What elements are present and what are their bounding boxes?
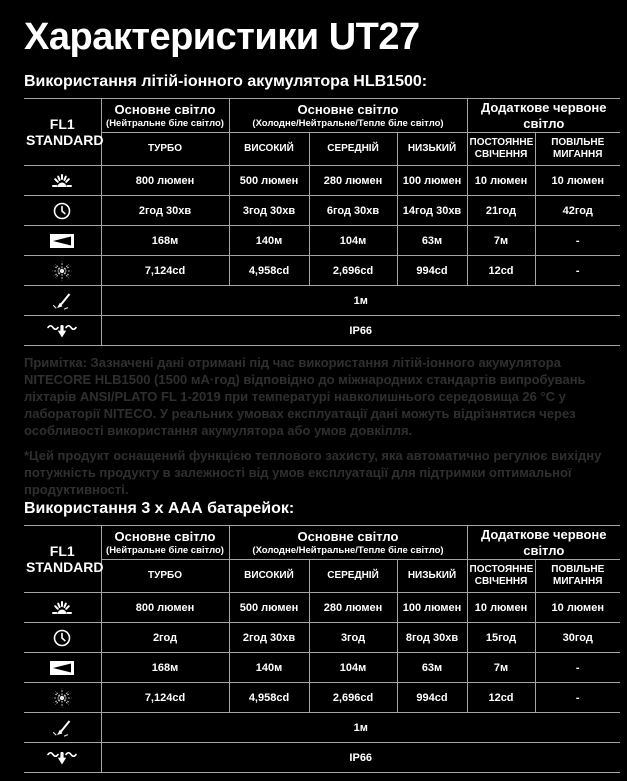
spec-table-aaa xyxy=(24,525,620,773)
row-runtime xyxy=(24,196,620,226)
cell-intensity-low: 994cd xyxy=(397,256,467,286)
peak-beam-intensity-icon xyxy=(24,256,101,286)
cell-intensity-high: 4,958cd xyxy=(229,256,309,286)
cell-lumens-mid: 280 люмен xyxy=(309,166,397,196)
mode-header-low: НИЗЬКИЙ xyxy=(397,133,467,166)
group-subtitle: (Холодне/Нейтральне/Тепле біле світло) xyxy=(252,544,444,556)
row-beam-distance xyxy=(24,653,620,683)
cell-distance-constant: 7м xyxy=(467,653,535,683)
cell-runtime-slow-blink: 42год xyxy=(535,196,620,226)
group-subtitle: (Нейтральне біле світло) xyxy=(106,544,224,556)
fl1-standard-header: FL1 STANDARD xyxy=(24,526,101,593)
mode-header-constant: ПОСТОЯННЕ СВІЧЕННЯ xyxy=(467,560,535,593)
impact-resistance-icon xyxy=(24,713,101,743)
section-heading-hlb1500: Використання літій-іонного акумулятора HLB1500: xyxy=(24,73,428,90)
group-title: Додаткове червоне світло xyxy=(480,527,607,558)
cell-impact-value: 1м xyxy=(101,713,620,743)
group-header-main-multi xyxy=(229,526,467,560)
cell-runtime-high: 3год 30хв xyxy=(229,196,309,226)
cell-intensity-mid: 2,696cd xyxy=(309,683,397,713)
cell-distance-turbo: 168м xyxy=(101,653,229,683)
mode-header-turbo: ТУРБО xyxy=(101,133,229,166)
cell-lumens-constant: 10 люмен xyxy=(467,593,535,623)
spec-table-hlb1500 xyxy=(24,98,620,346)
cell-distance-slow-blink: - xyxy=(535,653,620,683)
row-intensity xyxy=(24,683,620,713)
peak-beam-intensity-icon xyxy=(24,683,101,713)
row-beam-distance xyxy=(24,226,620,256)
group-title: Додаткове червоне світло xyxy=(480,100,607,131)
group-header-main-multi xyxy=(229,99,467,133)
waterproof-icon xyxy=(24,316,101,346)
group-subtitle: (Холодне/Нейтральне/Тепле біле світло) xyxy=(252,117,444,129)
mode-header-high: ВИСОКИЙ xyxy=(229,560,309,593)
section-heading-aaa: Використання 3 х ААА батарейок: xyxy=(24,500,295,518)
cell-runtime-high: 2год 30хв xyxy=(229,623,309,653)
cell-lumens-high: 500 люмен xyxy=(229,593,309,623)
cell-waterproof-value: IP66 xyxy=(101,316,620,346)
cell-runtime-constant: 15год xyxy=(467,623,535,653)
cell-distance-turbo: 168м xyxy=(101,226,229,256)
cell-intensity-turbo: 7,124cd xyxy=(101,256,229,286)
cell-lumens-slow-blink: 10 люмен xyxy=(535,593,620,623)
cell-lumens-turbo: 800 люмен xyxy=(101,593,229,623)
cell-runtime-turbo: 2год xyxy=(101,623,229,653)
beam-distance-icon xyxy=(24,226,101,256)
cell-runtime-mid: 6год 30хв xyxy=(309,196,397,226)
cell-intensity-constant: 12cd xyxy=(467,256,535,286)
row-lumens xyxy=(24,166,620,196)
brightness-icon xyxy=(24,593,101,623)
mode-header-mid: СЕРЕДНІЙ xyxy=(309,560,397,593)
cell-intensity-high: 4,958cd xyxy=(229,683,309,713)
mode-header-low: НИЗЬКИЙ xyxy=(397,560,467,593)
mode-header-turbo: ТУРБО xyxy=(101,560,229,593)
group-title: Основне світло xyxy=(114,529,216,545)
mode-header-slow-blink: ПОВІЛЬНЕ МИГАННЯ xyxy=(535,560,620,593)
row-impact-resistance xyxy=(24,713,620,743)
cell-lumens-turbo: 800 люмен xyxy=(101,166,229,196)
note-thermal-protection: *Цей продукт оснащений функцією теплового захисту, яка автоматично регулює вихідну потужність продукту в залежності від умов експлуатації для підтримки оптимальної продуктивності. xyxy=(24,448,602,498)
cell-distance-constant: 7м xyxy=(467,226,535,256)
note-test-conditions: Примітка: Зазначені дані отримані під час використання літій-іонного акумулятора NITECORE HLB1500 (1500 мА·год) відповідно до міжнародних стандартів випробувань ліхтарів ANSI/PLATO FL 1-2019 при температурі навколишнього середовища 26 °C у лабораторії NITECO. У реальних умовах експлуатації дані можуть відрізнятися через особливості використання акумулятора або умов довкілля. xyxy=(24,355,586,439)
group-header-red-light xyxy=(467,526,620,560)
row-lumens xyxy=(24,593,620,623)
cell-intensity-slow-blink: - xyxy=(535,256,620,286)
group-title: Основне світло xyxy=(297,102,399,118)
row-impact-resistance xyxy=(24,286,620,316)
group-title: Основне світло xyxy=(297,529,399,545)
group-title: Основне світло xyxy=(114,102,216,118)
cell-intensity-slow-blink: - xyxy=(535,683,620,713)
cell-runtime-slow-blink: 30год xyxy=(535,623,620,653)
brightness-icon xyxy=(24,166,101,196)
cell-intensity-constant: 12cd xyxy=(467,683,535,713)
cell-intensity-mid: 2,696cd xyxy=(309,256,397,286)
cell-lumens-low: 100 люмен xyxy=(397,593,467,623)
mode-header-slow-blink: ПОВІЛЬНЕ МИГАННЯ xyxy=(535,133,620,166)
row-intensity xyxy=(24,256,620,286)
mode-header-high: ВИСОКИЙ xyxy=(229,133,309,166)
cell-runtime-constant: 21год xyxy=(467,196,535,226)
cell-distance-low: 63м xyxy=(397,653,467,683)
page-title: Характеристики UT27 xyxy=(24,16,420,58)
cell-distance-high: 140м xyxy=(229,653,309,683)
mode-header-constant: ПОСТОЯННЕ СВІЧЕННЯ xyxy=(467,133,535,166)
cell-intensity-low: 994cd xyxy=(397,683,467,713)
cell-intensity-turbo: 7,124cd xyxy=(101,683,229,713)
beam-distance-icon xyxy=(24,653,101,683)
cell-lumens-high: 500 люмен xyxy=(229,166,309,196)
impact-resistance-icon xyxy=(24,286,101,316)
cell-runtime-low: 8год 30хв xyxy=(397,623,467,653)
waterproof-icon xyxy=(24,743,101,773)
group-subtitle: (Нейтральне біле світло) xyxy=(106,117,224,129)
mode-header-mid: СЕРЕДНІЙ xyxy=(309,133,397,166)
cell-lumens-slow-blink: 10 люмен xyxy=(535,166,620,196)
row-waterproof xyxy=(24,316,620,346)
cell-distance-mid: 104м xyxy=(309,226,397,256)
runtime-clock-icon xyxy=(24,196,101,226)
cell-runtime-low: 14год 30хв xyxy=(397,196,467,226)
cell-impact-value: 1м xyxy=(101,286,620,316)
group-header-main-neutral xyxy=(101,526,229,560)
fl1-standard-header: FL1 STANDARD xyxy=(24,99,101,166)
cell-runtime-mid: 3год xyxy=(309,623,397,653)
row-runtime xyxy=(24,623,620,653)
cell-lumens-mid: 280 люмен xyxy=(309,593,397,623)
cell-distance-high: 140м xyxy=(229,226,309,256)
cell-distance-slow-blink: - xyxy=(535,226,620,256)
cell-runtime-turbo: 2год 30хв xyxy=(101,196,229,226)
runtime-clock-icon xyxy=(24,623,101,653)
group-header-main-neutral xyxy=(101,99,229,133)
cell-distance-low: 63м xyxy=(397,226,467,256)
group-header-red-light xyxy=(467,99,620,133)
row-waterproof xyxy=(24,743,620,773)
cell-lumens-constant: 10 люмен xyxy=(467,166,535,196)
cell-waterproof-value: IP66 xyxy=(101,743,620,773)
cell-distance-mid: 104м xyxy=(309,653,397,683)
cell-lumens-low: 100 люмен xyxy=(397,166,467,196)
